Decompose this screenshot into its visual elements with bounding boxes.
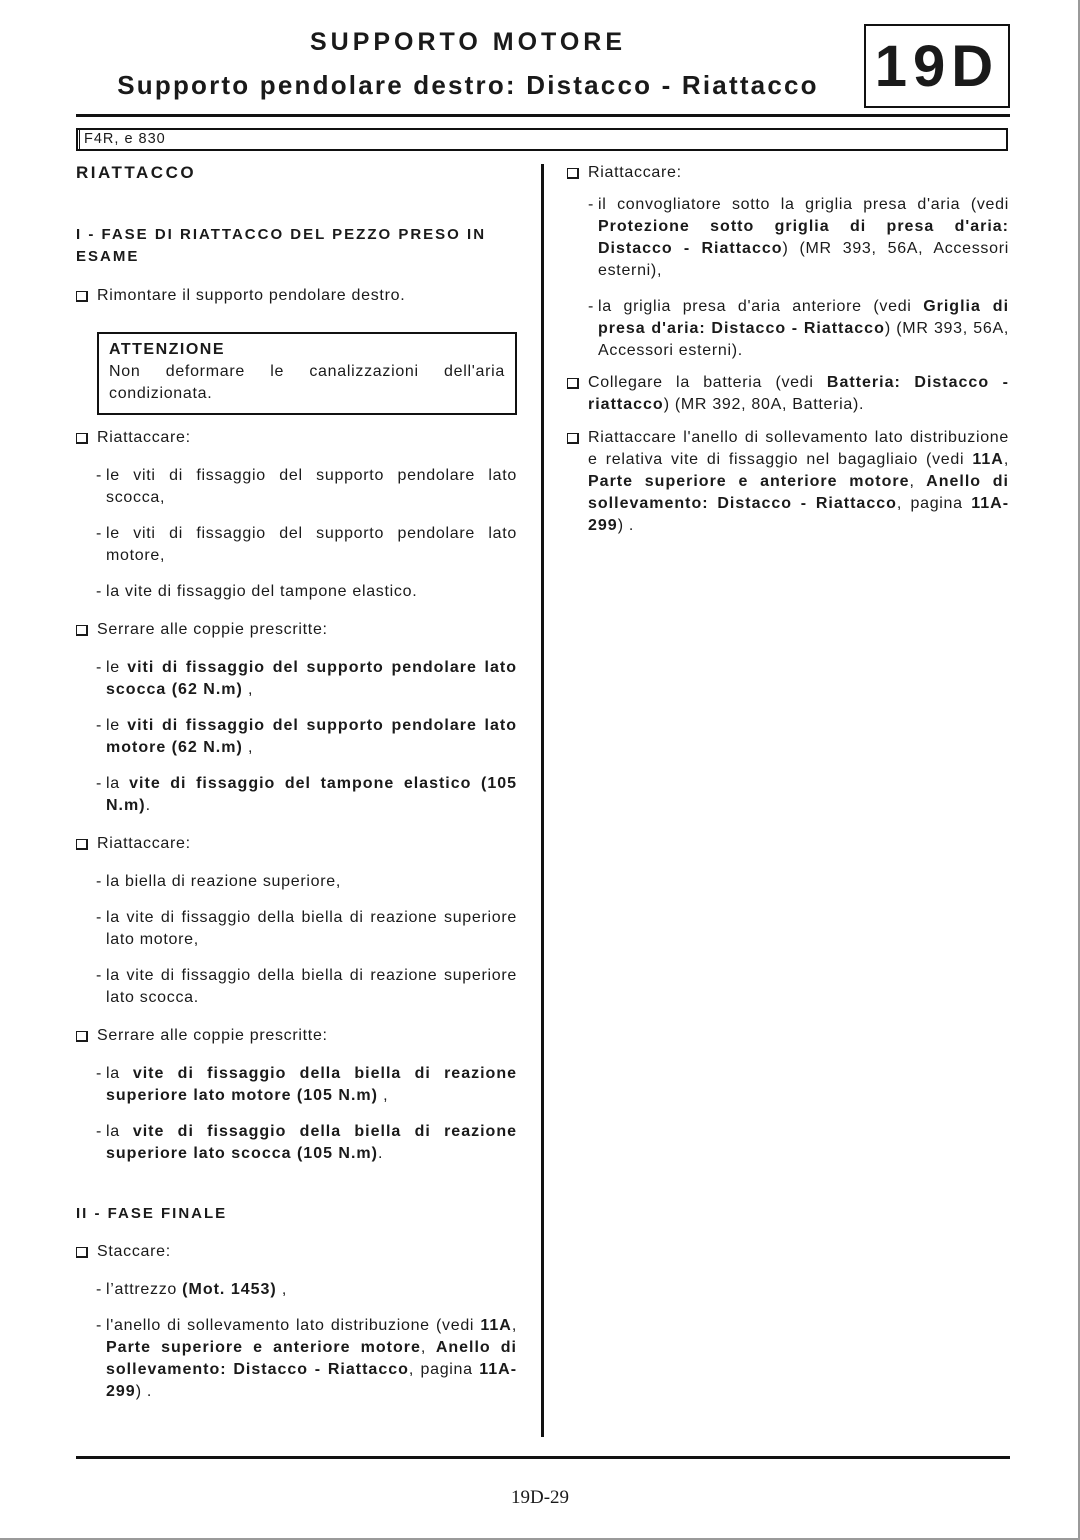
checkbox-bullet-icon	[567, 168, 579, 179]
bullet-item: Riattaccare l'anello di sollevamento lato distribuzione e relativa vite di fissaggio nel bagagliaio (vedi 11A, Parte superiore e anteriore motore, Anello di sollevamento: Distacco - Riattacco, pagina 11A-299) .	[567, 427, 1009, 537]
checkbox-bullet-icon	[76, 433, 88, 444]
bullet-item: Staccare:	[76, 1241, 517, 1263]
phase-title-2: II - FASE FINALE	[76, 1205, 228, 1222]
checkbox-bullet-icon	[76, 1247, 88, 1258]
checkbox-bullet-icon	[567, 433, 579, 444]
checkbox-bullet-icon	[76, 839, 88, 850]
dash-item: - la griglia presa d'aria anteriore (vedi Griglia di presa d'aria: Distacco - Riattacco) (MR 393, 56A, Accessori esterni).	[588, 298, 1010, 359]
warning-title: ATTENZIONE	[109, 341, 226, 358]
checkbox-bullet-icon	[76, 625, 88, 636]
bullet-item: Serrare alle coppie prescritte:	[76, 619, 517, 641]
bullet-item: Rimontare il supporto pendolare destro.	[76, 285, 517, 307]
dash-item: - le viti di fissaggio del supporto pendolare lato motore,	[96, 525, 517, 564]
bullet-item: Serrare alle coppie prescritte:	[76, 1025, 517, 1047]
engine-applicability: F4R, e 830	[76, 128, 1008, 151]
checkbox-bullet-icon	[567, 378, 579, 389]
bullet-item: Riattaccare:	[567, 162, 1009, 184]
dash-item: - la vite di fissaggio della biella di reazione superiore lato scocca.	[96, 967, 517, 1006]
warning-box	[97, 332, 517, 415]
left-column	[76, 162, 517, 1403]
dash-item: - l’attrezzo (Mot. 1453) ,	[96, 1281, 288, 1298]
dash-item: - la vite di fissaggio della biella di reazione superiore lato motore,	[96, 909, 517, 948]
section-title: RIATTACCO	[76, 163, 197, 182]
footer-rule	[76, 1456, 1010, 1459]
page-subtitle: Supporto pendolare destro: Distacco - Riattacco	[117, 70, 819, 100]
checkbox-bullet-icon	[76, 291, 88, 302]
dash-item: - le viti di fissaggio del supporto pendolare lato scocca (62 N.m) ,	[96, 659, 517, 698]
page-title: SUPPORTO MOTORE	[309, 28, 627, 56]
dash-item: - l'anello di sollevamento lato distribuzione (vedi 11A, Parte superiore e anteriore motore, Anello di sollevamento: Distacco - Riattacco, pagina 11A-299) .	[96, 1317, 518, 1400]
dash-item: - le viti di fissaggio del supporto pendolare lato scocca,	[96, 467, 517, 506]
header-rule	[76, 114, 1010, 117]
dash-item: - la vite di fissaggio della biella di reazione superiore lato scocca (105 N.m).	[96, 1123, 517, 1162]
bullet-item: Riattaccare:	[76, 833, 517, 855]
bullet-item: Riattaccare:	[76, 427, 517, 449]
chapter-number: 19D	[864, 24, 1010, 108]
right-column	[567, 162, 1009, 537]
column-divider	[541, 164, 544, 1437]
dash-item: - la vite di fissaggio del tampone elastico (105 N.m).	[96, 775, 518, 814]
bullet-item: Collegare la batteria (vedi Batteria: Distacco - riattacco) (MR 392, 80A, Batteria).	[567, 372, 1009, 416]
dash-item: - la vite di fissaggio della biella di reazione superiore lato motore (105 N.m) ,	[96, 1065, 517, 1104]
page-number: 19D-29	[510, 1487, 570, 1508]
phase-title-1: I - FASE DI RIATTACCO DEL PEZZO PRESO IN ESAME	[76, 226, 487, 265]
checkbox-bullet-icon	[76, 1031, 88, 1042]
dash-item: - il convogliatore sotto la griglia presa d'aria (vedi Protezione sotto griglia di presa d'aria: Distacco - Riattacco) (MR 393, 56A, Accessori esterni),	[588, 196, 1010, 279]
dash-item: - la biella di reazione superiore,	[96, 873, 341, 890]
warning-text: Non deformare le canalizzazioni dell'aria condizionata.	[109, 363, 505, 402]
dash-item: - la vite di fissaggio del tampone elastico.	[96, 583, 418, 600]
dash-item: - le viti di fissaggio del supporto pendolare lato motore (62 N.m) ,	[96, 717, 517, 756]
